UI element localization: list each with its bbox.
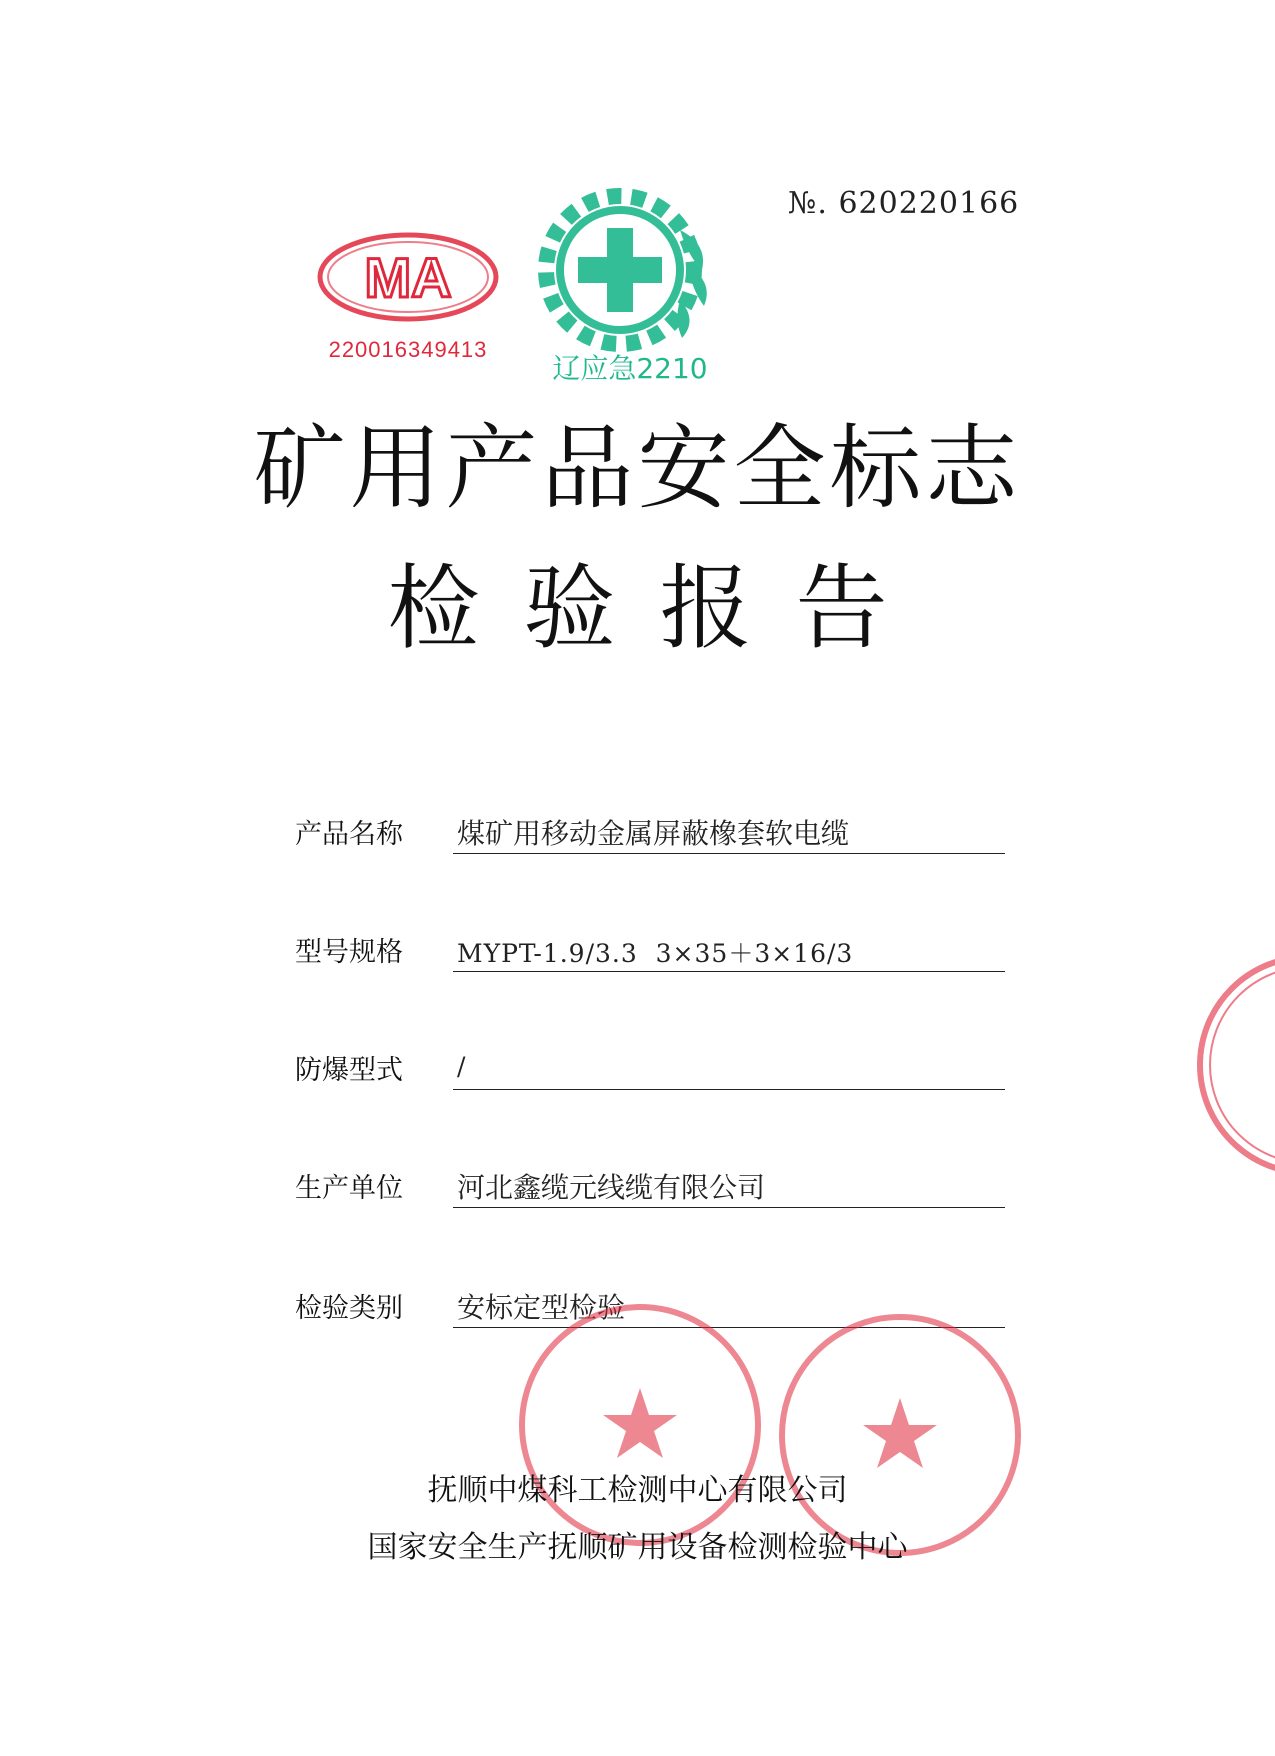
underline [453, 853, 1005, 854]
mine-safety-mark-logo [530, 180, 730, 390]
official-seal-left [515, 1300, 765, 1550]
cma-stamp-logo [310, 225, 510, 375]
underline [453, 971, 1005, 972]
field-value: 河北鑫缆元线缆有限公司 [457, 1171, 766, 1204]
field-label: 检验类别 [295, 1293, 403, 1324]
underline [453, 1089, 1005, 1090]
field-value: / [457, 1052, 467, 1081]
official-seal-edge [1188, 945, 1275, 1185]
field-value: 安标定型检验 [457, 1291, 626, 1324]
cma-mark-text: MA [364, 246, 452, 309]
report-number: №. 620220166 [788, 186, 1020, 221]
field-label: 产品名称 [295, 819, 403, 850]
issuer-center: 国家安全生产抚顺矿用设备检测检验中心 [367, 1530, 908, 1565]
field-value: MYPT-1.9/3.3 3×35＋3×16/3 [457, 939, 854, 968]
field-value: 煤矿用移动金属屏蔽橡套软电缆 [457, 817, 850, 850]
field-label: 生产单位 [295, 1173, 403, 1204]
safety-mark-code: 辽应急2210 [552, 352, 708, 385]
underline [453, 1207, 1005, 1208]
report-title-main: 矿用产品安全标志 [253, 415, 1022, 522]
issuer-company: 抚顺中煤科工检测中心有限公司 [427, 1473, 848, 1508]
field-label: 型号规格 [295, 937, 403, 968]
report-title-sub: 检验报告 [387, 555, 932, 662]
field-label: 防爆型式 [295, 1055, 403, 1086]
cma-number: 220016349413 [328, 337, 488, 362]
